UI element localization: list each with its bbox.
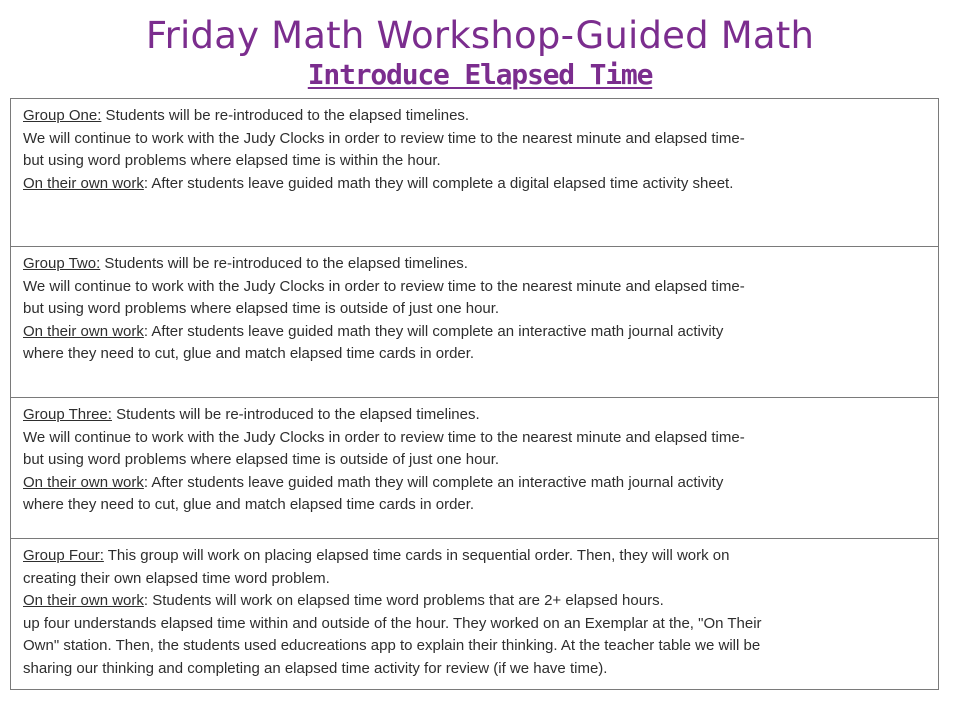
- group-line: We will continue to work with the Judy Clocks in order to review time to the nearest minute and elapsed time-: [23, 129, 745, 147]
- table-row: [11, 539, 939, 690]
- group-line: sharing our thinking and completing an elapsed time activity for review (if we have time).: [23, 659, 608, 677]
- group-label: Group Four:: [23, 547, 104, 564]
- group-line: We will continue to work with the Judy Clocks in order to review time to the nearest minute and elapsed time-: [23, 277, 745, 295]
- own-work-label: On their own work: [23, 174, 144, 192]
- group-two-cell: [11, 247, 939, 398]
- own-work-line-2: where they need to cut, glue and match elapsed time cards in order.: [23, 496, 475, 513]
- group-line: but using word problems where elapsed time is within the hour.: [23, 152, 441, 169]
- group-label: Group Two:: [23, 255, 101, 272]
- own-work-text: : After students leave guided math they will complete an interactive math journal activity: [143, 473, 724, 491]
- own-work-label: On their own work: [23, 592, 144, 609]
- page-subtitle-text: Introduce Elapsed Time: [307, 58, 653, 91]
- own-work-text: : Students will work on elapsed time word problems that are 2+ elapsed hours.: [143, 592, 664, 609]
- table-row: [11, 247, 939, 398]
- group-three-cell: [11, 398, 939, 539]
- own-work-line: [23, 472, 928, 495]
- group-line: We will continue to work with the Judy Clocks in order to review time to the nearest minute and elapsed time-: [23, 428, 745, 446]
- own-work-line: [23, 173, 928, 196]
- group-intro: Students will be re-introduced to the elapsed timelines.: [111, 406, 480, 423]
- group-line: creating their own elapsed time word problem.: [23, 569, 330, 587]
- group-three-intro-line: [23, 404, 928, 427]
- group-line: but using word problems where elapsed time is outside of just one hour.: [23, 300, 500, 317]
- table-row: [11, 99, 939, 247]
- group-line: up four understands elapsed time within and outside of the hour. They worked on an Exemplar at the, "On Their: [23, 614, 762, 632]
- group-label: Group One:: [23, 107, 102, 124]
- own-work-text: : After students leave guided math they will complete a digital elapsed time activity sheet.: [143, 174, 734, 192]
- own-work-line-2: where they need to cut, glue and match elapsed time cards in order.: [23, 345, 475, 362]
- own-work-text: : After students leave guided math they will complete an interactive math journal activity: [143, 322, 724, 340]
- group-four-intro-line: [23, 545, 928, 568]
- group-line: Own" station. Then, the students used educreations app to explain their thinking. At the teacher table we will be: [23, 637, 761, 654]
- table-row: [11, 398, 939, 539]
- group-one-intro-line: [23, 105, 928, 128]
- group-label: Group Three:: [23, 406, 112, 423]
- guided-math-plan-table: [10, 98, 939, 690]
- page-subtitle: [0, 56, 960, 94]
- group-two-intro-line: [23, 253, 928, 276]
- group-intro: Students will be re-introduced to the elapsed timelines.: [101, 107, 470, 124]
- group-intro: Students will be re-introduced to the elapsed timelines.: [100, 255, 468, 272]
- own-work-label: On their own work: [23, 473, 144, 491]
- group-one-cell: [11, 99, 939, 247]
- page-title: Friday Math Workshop-Guided Math: [145, 14, 815, 57]
- own-work-line: [23, 321, 928, 344]
- own-work-label: On their own work: [23, 322, 144, 340]
- group-intro: This group will work on placing elapsed time cards in sequential order. Then, they will work on: [103, 547, 730, 564]
- group-four-cell: [11, 539, 939, 690]
- group-line: but using word problems where elapsed time is outside of just one hour.: [23, 451, 500, 468]
- own-work-line: [23, 590, 928, 613]
